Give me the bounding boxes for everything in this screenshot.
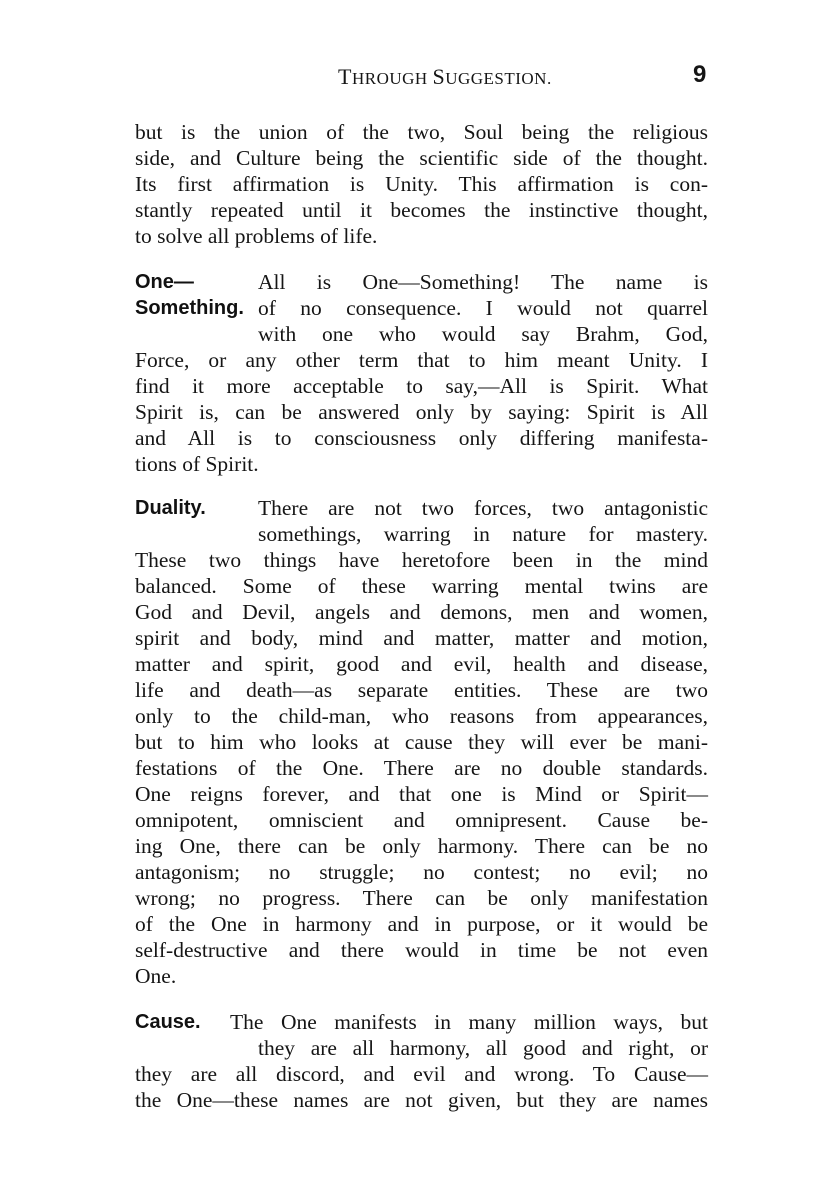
text-line: to solve all problems of life.	[135, 224, 378, 248]
text-line: Spirit is, can be answered only by saying: Spirit is All	[135, 400, 708, 424]
text-line: balanced. Some of these warring mental twins are	[135, 574, 708, 598]
title-part: T	[338, 64, 352, 89]
text-line: Its first affirmation is Unity. This affirmation is con-	[135, 172, 708, 196]
text-line: These two things have heretofore been in the mind	[135, 548, 708, 572]
text-line: of the One in harmony and in purpose, or it would be	[135, 912, 708, 936]
text-line: stantly repeated until it becomes the instinctive thought,	[135, 198, 708, 222]
text-line: festations of the One. There are no double standards.	[135, 756, 708, 780]
side-heading: Cause.	[135, 1011, 201, 1033]
page-number: 9	[693, 61, 707, 88]
side-heading: Something.	[135, 297, 244, 319]
text-line: antagonism; no struggle; no contest; no evil; no	[135, 860, 708, 884]
text-line: and All is to consciousness only differing manifesta-	[135, 426, 708, 450]
text-line: somethings, warring in nature for mastery.	[258, 522, 708, 546]
text-line: All is One—Something! The name is	[258, 270, 708, 294]
side-heading: One—	[135, 271, 194, 293]
title-part: UGGESTION.	[445, 69, 552, 88]
text-line: but is the union of the two, Soul being the religious	[135, 120, 708, 144]
text-line: omnipotent, omniscient and omnipresent. Cause be-	[135, 808, 708, 832]
text-line: ing One, there can be only harmony. There can be no	[135, 834, 708, 858]
side-heading: Duality.	[135, 497, 206, 519]
text-line: find it more acceptable to say,—All is Spirit. What	[135, 374, 708, 398]
text-line: life and death—as separate entities. These are two	[135, 678, 708, 702]
text-line: tions of Spirit.	[135, 452, 259, 476]
text-line: spirit and body, mind and matter, matter and motion,	[135, 626, 708, 650]
text-line: matter and spirit, good and evil, health and disease,	[135, 652, 708, 676]
text-line: side, and Culture being the scientific side of the thought.	[135, 146, 708, 170]
text-line: but to him who looks at cause they will ever be mani-	[135, 730, 708, 754]
running-header	[0, 61, 840, 98]
text-line: There are not two forces, two antagonistic	[258, 496, 708, 520]
text-line: One reigns forever, and that one is Mind or Spirit—	[135, 782, 708, 806]
text-line: they are all discord, and evil and wrong. To Cause—	[135, 1062, 708, 1086]
title-part: HROUGH	[351, 69, 433, 88]
text-line: self-destructive and there would in time be not even	[135, 938, 708, 962]
text-line: with one who would say Brahm, God,	[258, 322, 708, 346]
text-line: Force, or any other term that to him meant Unity. I	[135, 348, 708, 372]
text-line: of no consequence. I would not quarrel	[258, 296, 708, 320]
text-line: only to the child-man, who reasons from appearances,	[135, 704, 708, 728]
text-line: God and Devil, angels and demons, men and women,	[135, 600, 708, 624]
text-line: the One—these names are not given, but they are names	[135, 1088, 708, 1112]
running-title	[338, 64, 552, 90]
title-part: S	[432, 64, 446, 89]
text-line: they are all harmony, all good and right, or	[258, 1036, 708, 1060]
text-line: wrong; no progress. There can be only manifestation	[135, 886, 708, 910]
text-line: One.	[135, 964, 177, 988]
text-line: The One manifests in many million ways, but	[230, 1010, 708, 1034]
